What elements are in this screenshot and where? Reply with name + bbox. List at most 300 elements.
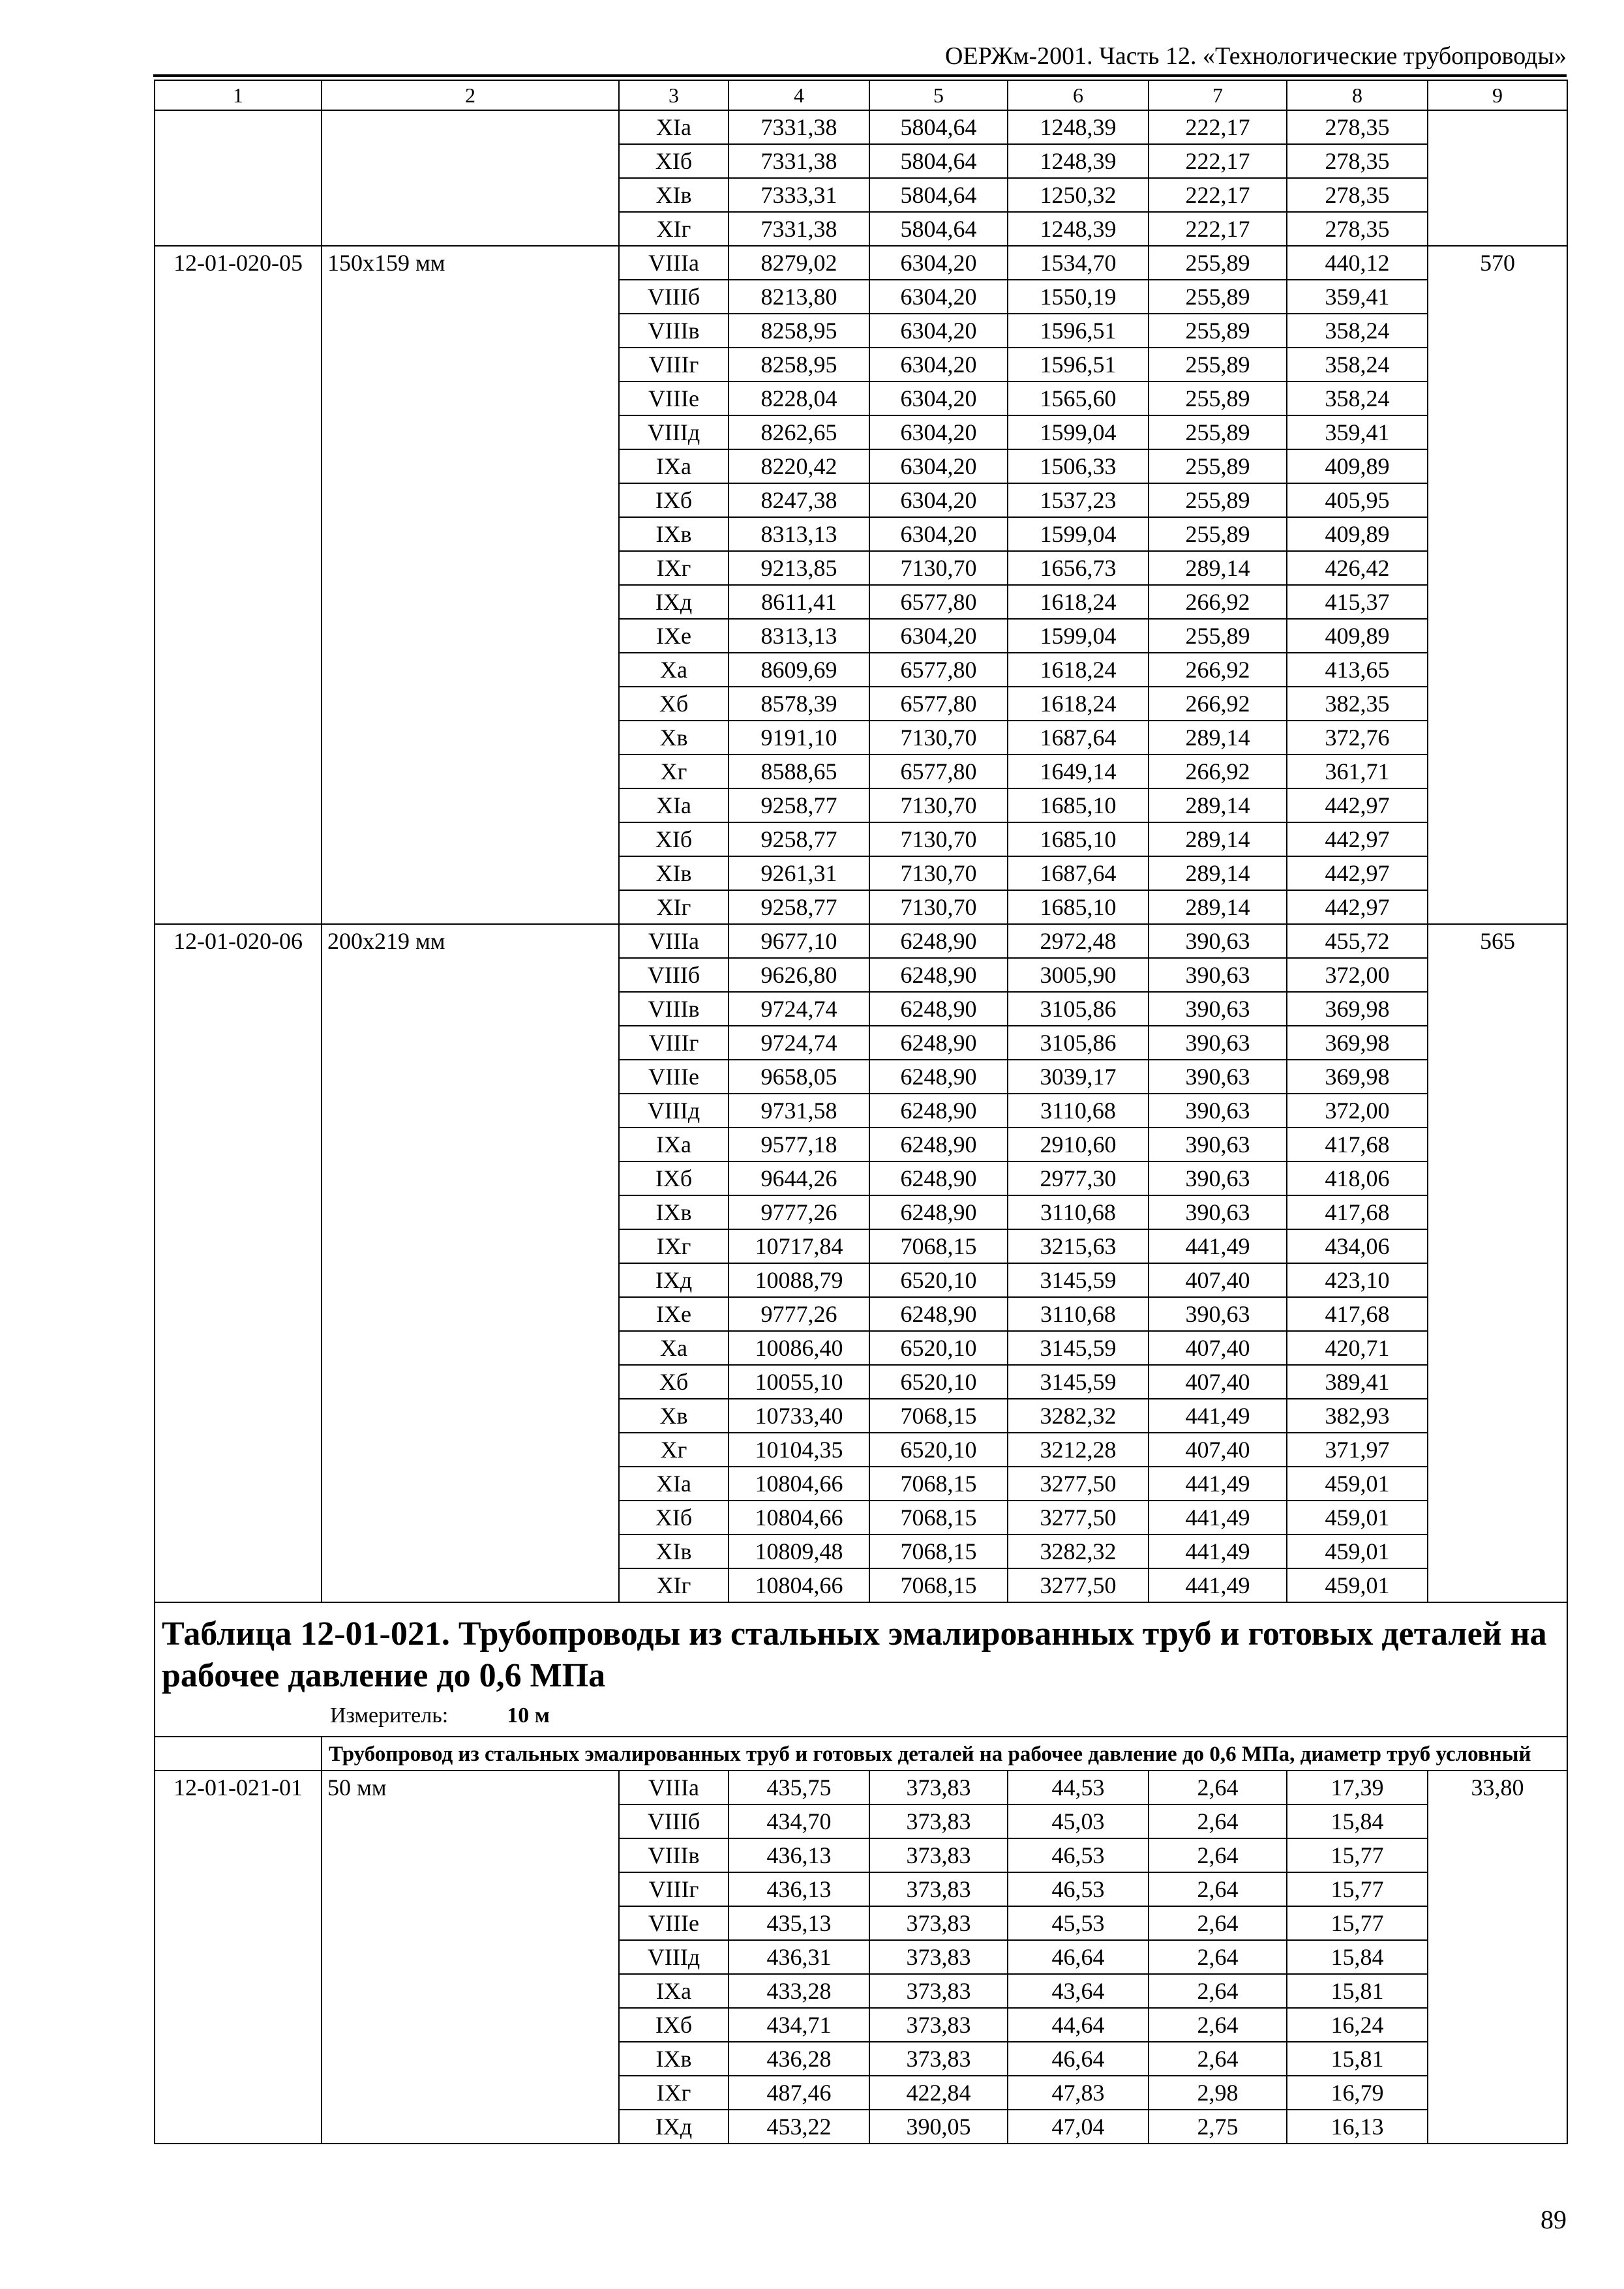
materials: 278,35 (1287, 212, 1428, 246)
wages: 6304,20 (869, 348, 1008, 382)
zone-code: VIIIа (619, 1771, 729, 1804)
machinist-wages: 255,89 (1149, 517, 1287, 551)
zone-code: Xг (619, 755, 729, 788)
zone-code: IXв (619, 1195, 729, 1229)
machines: 44,64 (1008, 2008, 1149, 2042)
machinist-wages: 2,64 (1149, 1974, 1287, 2008)
wages: 7130,70 (869, 822, 1008, 856)
rate-code: 12-01-021-01 (155, 1771, 322, 2144)
total-cost: 9626,80 (729, 958, 869, 992)
rate-code: 12-01-020-06 (155, 924, 322, 1602)
zone-code: XIв (619, 856, 729, 890)
machines: 3110,68 (1008, 1297, 1149, 1331)
table-row (155, 1771, 1567, 1804)
total-cost: 9724,74 (729, 1026, 869, 1060)
machines: 45,03 (1008, 1804, 1149, 1838)
pipe-size (322, 110, 619, 246)
machinist-wages: 407,40 (1149, 1331, 1287, 1365)
total-cost: 9258,77 (729, 890, 869, 924)
total-cost: 436,31 (729, 1940, 869, 1974)
materials: 15,84 (1287, 1804, 1428, 1838)
machines: 1599,04 (1008, 415, 1149, 449)
pipe-size: 150x159 мм (322, 246, 619, 924)
machines: 1618,24 (1008, 687, 1149, 721)
column-number: 8 (1287, 80, 1428, 110)
zone-code: IXб (619, 1161, 729, 1195)
materials: 423,10 (1287, 1263, 1428, 1297)
zone-code: IXб (619, 483, 729, 517)
total-cost: 10088,79 (729, 1263, 869, 1297)
materials: 15,77 (1287, 1838, 1428, 1872)
machines: 1685,10 (1008, 890, 1149, 924)
machinist-wages: 266,92 (1149, 585, 1287, 619)
total-cost: 435,13 (729, 1906, 869, 1940)
materials: 459,01 (1287, 1501, 1428, 1534)
materials: 409,89 (1287, 517, 1428, 551)
total-cost: 9577,18 (729, 1128, 869, 1161)
machinist-wages: 390,63 (1149, 992, 1287, 1026)
column-number: 2 (322, 80, 619, 110)
wages: 5804,64 (869, 212, 1008, 246)
machines: 1250,32 (1008, 178, 1149, 212)
machines: 3105,86 (1008, 1026, 1149, 1060)
total-cost: 487,46 (729, 2076, 869, 2110)
total-cost: 10086,40 (729, 1331, 869, 1365)
wages: 7130,70 (869, 856, 1008, 890)
wages: 6304,20 (869, 246, 1008, 280)
machines: 44,53 (1008, 1771, 1149, 1804)
materials: 369,98 (1287, 992, 1428, 1026)
materials: 369,98 (1287, 1060, 1428, 1094)
total-cost: 10104,35 (729, 1433, 869, 1467)
wages: 6577,80 (869, 653, 1008, 687)
wages: 6248,90 (869, 1297, 1008, 1331)
total-cost: 8220,42 (729, 449, 869, 483)
materials: 15,84 (1287, 1940, 1428, 1974)
total-cost: 8258,95 (729, 348, 869, 382)
machines: 3105,86 (1008, 992, 1149, 1026)
materials: 382,93 (1287, 1399, 1428, 1433)
wages: 7068,15 (869, 1467, 1008, 1501)
machinist-wages: 2,98 (1149, 2076, 1287, 2110)
wages: 390,05 (869, 2110, 1008, 2144)
total-cost: 8247,38 (729, 483, 869, 517)
materials: 278,35 (1287, 110, 1428, 144)
subtitle-row (155, 1737, 1567, 1771)
machinist-wages: 266,92 (1149, 687, 1287, 721)
machinist-wages: 289,14 (1149, 856, 1287, 890)
page-number: 89 (1541, 2205, 1567, 2234)
machines: 3277,50 (1008, 1568, 1149, 1602)
materials: 278,35 (1287, 144, 1428, 178)
zone-code: VIIIб (619, 1804, 729, 1838)
zone-code: Xа (619, 1331, 729, 1365)
zone-code: XIб (619, 822, 729, 856)
machines: 3005,90 (1008, 958, 1149, 992)
machines: 1599,04 (1008, 619, 1149, 653)
section-subtitle: Трубопровод из стальных эмалированных труб и готовых деталей на рабочее давление до 0,6 МПа, диаметр труб условный (322, 1737, 1567, 1771)
wages: 6304,20 (869, 382, 1008, 415)
machines: 3277,50 (1008, 1467, 1149, 1501)
machinist-wages: 441,49 (1149, 1568, 1287, 1602)
machinist-wages: 441,49 (1149, 1534, 1287, 1568)
total-cost: 436,13 (729, 1838, 869, 1872)
wages: 6577,80 (869, 687, 1008, 721)
wages: 373,83 (869, 1906, 1008, 1940)
machines: 1649,14 (1008, 755, 1149, 788)
materials: 359,41 (1287, 415, 1428, 449)
machines: 47,83 (1008, 2076, 1149, 2110)
machinist-wages: 255,89 (1149, 348, 1287, 382)
machinist-wages: 390,63 (1149, 958, 1287, 992)
column-number: 1 (155, 80, 322, 110)
materials: 17,39 (1287, 1771, 1428, 1804)
zone-code: VIIIе (619, 1906, 729, 1940)
machinist-wages: 441,49 (1149, 1229, 1287, 1263)
wages: 6248,90 (869, 1060, 1008, 1094)
wages: 373,83 (869, 1771, 1008, 1804)
zone-code: VIIIв (619, 1838, 729, 1872)
zone-code: VIIIд (619, 1094, 729, 1128)
materials: 459,01 (1287, 1467, 1428, 1501)
zone-code: IXа (619, 1974, 729, 2008)
zone-code: IXб (619, 2008, 729, 2042)
machines: 1537,23 (1008, 483, 1149, 517)
zone-code: IXв (619, 2042, 729, 2076)
machines: 1550,19 (1008, 280, 1149, 314)
total-cost: 9644,26 (729, 1161, 869, 1195)
zone-code: XIг (619, 890, 729, 924)
machinist-wages: 2,64 (1149, 1804, 1287, 1838)
machines: 3110,68 (1008, 1195, 1149, 1229)
machines: 1506,33 (1008, 449, 1149, 483)
machinist-wages: 222,17 (1149, 144, 1287, 178)
machinist-wages: 390,63 (1149, 1060, 1287, 1094)
materials: 278,35 (1287, 178, 1428, 212)
zone-code: VIIIе (619, 382, 729, 415)
total-cost: 9213,85 (729, 551, 869, 585)
total-cost: 9677,10 (729, 924, 869, 958)
total-cost: 7331,38 (729, 110, 869, 144)
machines: 1596,51 (1008, 314, 1149, 348)
materials: 418,06 (1287, 1161, 1428, 1195)
materials: 16,79 (1287, 2076, 1428, 2110)
labor-cost: 33,80 (1428, 1771, 1567, 2144)
wages: 7068,15 (869, 1229, 1008, 1263)
machinist-wages: 266,92 (1149, 653, 1287, 687)
wages: 373,83 (869, 2008, 1008, 2042)
wages: 6520,10 (869, 1433, 1008, 1467)
zone-code: VIIIд (619, 1940, 729, 1974)
machinist-wages: 2,64 (1149, 2008, 1287, 2042)
machinist-wages: 2,64 (1149, 2042, 1287, 2076)
machines: 1656,73 (1008, 551, 1149, 585)
machines: 3145,59 (1008, 1331, 1149, 1365)
machines: 1685,10 (1008, 822, 1149, 856)
materials: 417,68 (1287, 1128, 1428, 1161)
materials: 455,72 (1287, 924, 1428, 958)
column-number: 6 (1008, 80, 1149, 110)
wages: 6520,10 (869, 1365, 1008, 1399)
zone-code: VIIIб (619, 958, 729, 992)
materials: 442,97 (1287, 890, 1428, 924)
zone-code: Xб (619, 687, 729, 721)
materials: 369,98 (1287, 1026, 1428, 1060)
wages: 7068,15 (869, 1568, 1008, 1602)
machines: 3282,32 (1008, 1399, 1149, 1433)
wages: 373,83 (869, 2042, 1008, 2076)
total-cost: 453,22 (729, 2110, 869, 2144)
zone-code: XIг (619, 212, 729, 246)
materials: 372,00 (1287, 958, 1428, 992)
wages: 6248,90 (869, 1161, 1008, 1195)
zone-code: VIIIг (619, 348, 729, 382)
wages: 6304,20 (869, 517, 1008, 551)
total-cost: 10717,84 (729, 1229, 869, 1263)
rate-code (155, 110, 322, 246)
table-title: Таблица 12-01-021. Трубопроводы из стальных эмалированных труб и готовых деталей на рабочее давление до 0,6 МПа (162, 1615, 1547, 1694)
table-row (155, 246, 1567, 280)
machines: 1596,51 (1008, 348, 1149, 382)
total-cost: 10733,40 (729, 1399, 869, 1433)
wages: 6304,20 (869, 415, 1008, 449)
column-number: 9 (1428, 80, 1567, 110)
zone-code: XIв (619, 1534, 729, 1568)
materials: 358,24 (1287, 382, 1428, 415)
materials: 15,77 (1287, 1872, 1428, 1906)
machinist-wages: 255,89 (1149, 483, 1287, 517)
machinist-wages: 255,89 (1149, 246, 1287, 280)
section-title-cell (155, 1602, 1567, 1737)
machines: 47,04 (1008, 2110, 1149, 2144)
machinist-wages: 2,64 (1149, 1940, 1287, 1974)
materials: 389,41 (1287, 1365, 1428, 1399)
wages: 5804,64 (869, 144, 1008, 178)
zone-code: IXа (619, 1128, 729, 1161)
rates-table (154, 80, 1568, 2144)
zone-code: XIв (619, 178, 729, 212)
total-cost: 10804,66 (729, 1568, 869, 1602)
wages: 6520,10 (869, 1331, 1008, 1365)
wages: 6304,20 (869, 280, 1008, 314)
wages: 422,84 (869, 2076, 1008, 2110)
machines: 3145,59 (1008, 1365, 1149, 1399)
section-title-row (155, 1602, 1567, 1737)
total-cost: 9258,77 (729, 822, 869, 856)
wages: 7068,15 (869, 1501, 1008, 1534)
total-cost: 8258,95 (729, 314, 869, 348)
total-cost: 435,75 (729, 1771, 869, 1804)
materials: 15,77 (1287, 1906, 1428, 1940)
machines: 3212,28 (1008, 1433, 1149, 1467)
zone-code: IXд (619, 1263, 729, 1297)
machines: 3110,68 (1008, 1094, 1149, 1128)
machines: 1618,24 (1008, 653, 1149, 687)
materials: 409,89 (1287, 449, 1428, 483)
zone-code: VIIIе (619, 1060, 729, 1094)
wages: 6577,80 (869, 585, 1008, 619)
machines: 3282,32 (1008, 1534, 1149, 1568)
zone-code: VIIIг (619, 1872, 729, 1906)
total-cost: 434,71 (729, 2008, 869, 2042)
wages: 6520,10 (869, 1263, 1008, 1297)
materials: 442,97 (1287, 856, 1428, 890)
zone-code: XIа (619, 788, 729, 822)
wages: 6248,90 (869, 1026, 1008, 1060)
machines: 46,53 (1008, 1838, 1149, 1872)
machines: 1685,10 (1008, 788, 1149, 822)
page-header (153, 38, 1567, 77)
labor-cost (1428, 110, 1567, 246)
total-cost: 8313,13 (729, 619, 869, 653)
pipe-size: 50 мм (322, 1771, 619, 2144)
wages: 6248,90 (869, 1094, 1008, 1128)
wages: 7130,70 (869, 551, 1008, 585)
total-cost: 8213,80 (729, 280, 869, 314)
machinist-wages: 255,89 (1149, 449, 1287, 483)
zone-code: IXе (619, 1297, 729, 1331)
zone-code: VIIIв (619, 314, 729, 348)
wages: 6248,90 (869, 1195, 1008, 1229)
zone-code: XIа (619, 110, 729, 144)
zone-code: IXг (619, 1229, 729, 1263)
machinist-wages: 390,63 (1149, 1297, 1287, 1331)
machines: 46,64 (1008, 2042, 1149, 2076)
machines: 1687,64 (1008, 856, 1149, 890)
zone-code: Xв (619, 721, 729, 755)
materials: 16,24 (1287, 2008, 1428, 2042)
zone-code: IXа (619, 449, 729, 483)
wages: 6248,90 (869, 992, 1008, 1026)
total-cost: 9777,26 (729, 1195, 869, 1229)
measure-value: 10 м (507, 1703, 550, 1728)
machines: 3215,63 (1008, 1229, 1149, 1263)
wages: 5804,64 (869, 178, 1008, 212)
column-number: 4 (729, 80, 869, 110)
materials: 459,01 (1287, 1568, 1428, 1602)
machinist-wages: 441,49 (1149, 1467, 1287, 1501)
machinist-wages: 407,40 (1149, 1365, 1287, 1399)
total-cost: 7331,38 (729, 144, 869, 178)
zone-code: VIIIб (619, 280, 729, 314)
total-cost: 9191,10 (729, 721, 869, 755)
machines: 43,64 (1008, 1974, 1149, 2008)
machines: 1534,70 (1008, 246, 1149, 280)
total-cost: 7333,31 (729, 178, 869, 212)
machines: 45,53 (1008, 1906, 1149, 1940)
materials: 359,41 (1287, 280, 1428, 314)
materials: 15,81 (1287, 2042, 1428, 2076)
total-cost: 9724,74 (729, 992, 869, 1026)
total-cost: 9731,58 (729, 1094, 869, 1128)
column-number: 5 (869, 80, 1008, 110)
machines: 1618,24 (1008, 585, 1149, 619)
machinist-wages: 2,64 (1149, 1838, 1287, 1872)
wages: 6304,20 (869, 483, 1008, 517)
machinist-wages: 441,49 (1149, 1501, 1287, 1534)
materials: 426,42 (1287, 551, 1428, 585)
wages: 5804,64 (869, 110, 1008, 144)
wages: 7130,70 (869, 721, 1008, 755)
materials: 382,35 (1287, 687, 1428, 721)
materials: 358,24 (1287, 348, 1428, 382)
wages: 7068,15 (869, 1399, 1008, 1433)
zone-code: XIб (619, 1501, 729, 1534)
machines: 3277,50 (1008, 1501, 1149, 1534)
machinist-wages: 255,89 (1149, 415, 1287, 449)
subtitle-blank (155, 1737, 322, 1771)
materials: 15,81 (1287, 1974, 1428, 2008)
machinist-wages: 289,14 (1149, 551, 1287, 585)
machinist-wages: 390,63 (1149, 1128, 1287, 1161)
zone-code: IXе (619, 619, 729, 653)
zone-code: IXд (619, 585, 729, 619)
machinist-wages: 390,63 (1149, 1195, 1287, 1229)
wages: 6304,20 (869, 619, 1008, 653)
materials: 361,71 (1287, 755, 1428, 788)
materials: 417,68 (1287, 1297, 1428, 1331)
zone-code: XIб (619, 144, 729, 178)
total-cost: 10055,10 (729, 1365, 869, 1399)
total-cost: 8262,65 (729, 415, 869, 449)
materials: 420,71 (1287, 1331, 1428, 1365)
total-cost: 433,28 (729, 1974, 869, 2008)
total-cost: 8228,04 (729, 382, 869, 415)
machines: 1687,64 (1008, 721, 1149, 755)
zone-code: IXв (619, 517, 729, 551)
wages: 6577,80 (869, 755, 1008, 788)
zone-code: XIг (619, 1568, 729, 1602)
materials: 442,97 (1287, 822, 1428, 856)
machinist-wages: 390,63 (1149, 1161, 1287, 1195)
machinist-wages: 390,63 (1149, 924, 1287, 958)
rate-code: 12-01-020-05 (155, 246, 322, 924)
total-cost: 9777,26 (729, 1297, 869, 1331)
total-cost: 9261,31 (729, 856, 869, 890)
total-cost: 434,70 (729, 1804, 869, 1838)
zone-code: IXг (619, 2076, 729, 2110)
zone-code: Xб (619, 1365, 729, 1399)
machines: 3039,17 (1008, 1060, 1149, 1094)
total-cost: 7331,38 (729, 212, 869, 246)
total-cost: 9658,05 (729, 1060, 869, 1094)
header-text: ОЕРЖм-2001. Часть 12. «Технологические трубопроводы» (944, 42, 1567, 70)
materials: 405,95 (1287, 483, 1428, 517)
column-number: 3 (619, 80, 729, 110)
total-cost: 8609,69 (729, 653, 869, 687)
materials: 372,76 (1287, 721, 1428, 755)
wages: 373,83 (869, 1974, 1008, 2008)
zone-code: IXд (619, 2110, 729, 2144)
machines: 2977,30 (1008, 1161, 1149, 1195)
machinist-wages: 390,63 (1149, 1026, 1287, 1060)
wages: 7068,15 (869, 1534, 1008, 1568)
total-cost: 8313,13 (729, 517, 869, 551)
zone-code: IXг (619, 551, 729, 585)
machinist-wages: 255,89 (1149, 280, 1287, 314)
materials: 16,13 (1287, 2110, 1428, 2144)
machines: 2910,60 (1008, 1128, 1149, 1161)
total-cost: 8578,39 (729, 687, 869, 721)
materials: 415,37 (1287, 585, 1428, 619)
total-cost: 10804,66 (729, 1467, 869, 1501)
machinist-wages: 407,40 (1149, 1263, 1287, 1297)
wages: 6304,20 (869, 314, 1008, 348)
labor-cost: 565 (1428, 924, 1567, 1602)
machinist-wages: 441,49 (1149, 1399, 1287, 1433)
materials: 440,12 (1287, 246, 1428, 280)
zone-code: VIIIа (619, 246, 729, 280)
